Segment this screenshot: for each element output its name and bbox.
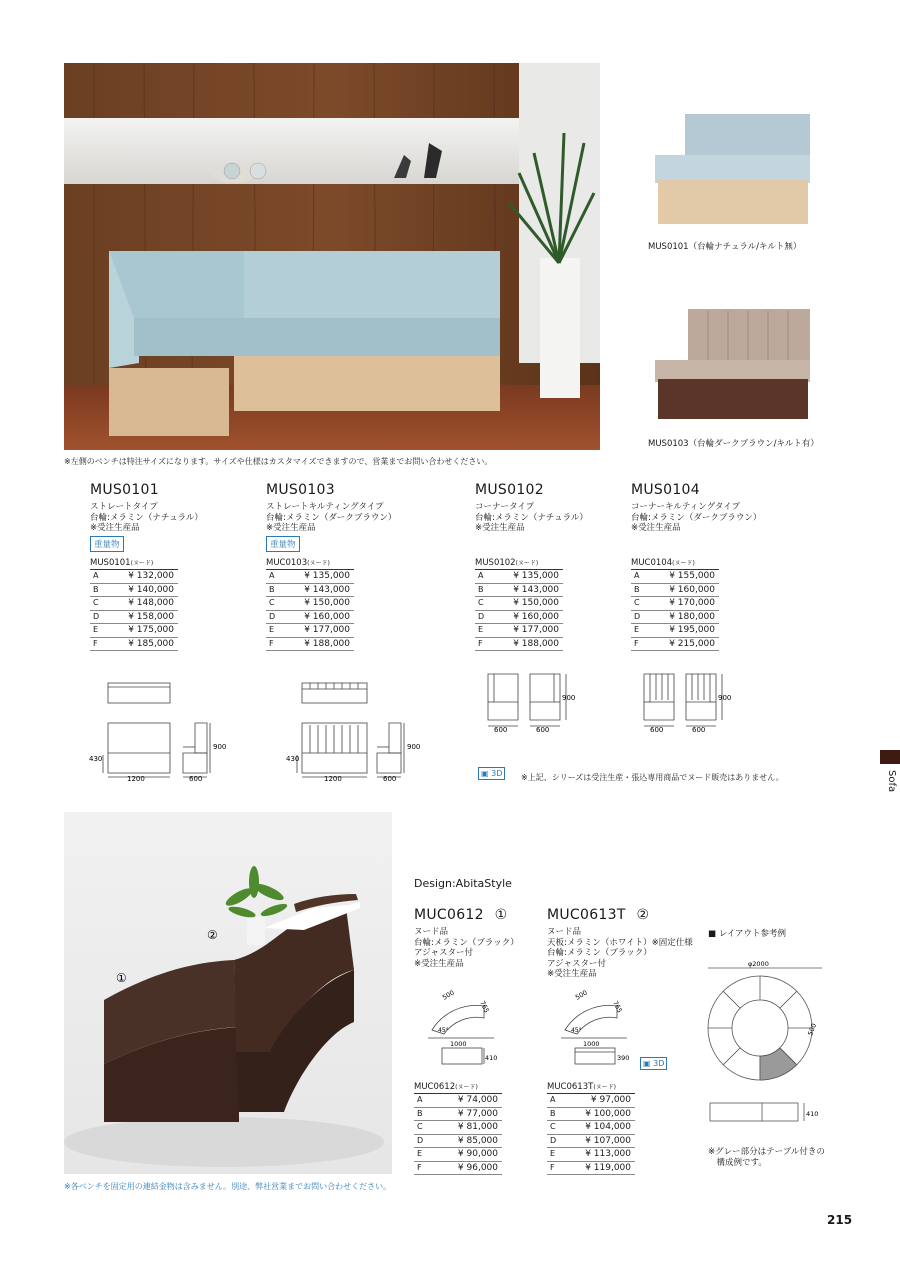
price-table [475,558,563,651]
bench-desc-line: アジャスター付 [414,948,473,958]
bench-code-text: MUC0612 [414,907,484,923]
price-row: D ¥ 85,000 [414,1135,502,1149]
dim-label: 900 [407,743,421,751]
dim-label: 900 [562,694,576,702]
layout-note-line: ※グレー部分はテーブル付きの [708,1147,825,1157]
bench-code-text: MUC0613T [547,907,626,923]
drawing-mus0104 [636,670,746,740]
bench-desc-line: アジャスター付 [547,958,606,969]
dim-label: 900 [718,694,732,702]
price-row: F ¥ 188,000 [266,638,354,652]
bench-desc [414,927,519,969]
bench-photo-illustration [64,812,392,1174]
hero-photo-illustration [64,63,600,450]
hero-photo [64,63,600,450]
price-row: C ¥ 104,000 [547,1121,635,1135]
price-table [266,558,354,651]
price-row: E ¥ 177,000 [266,624,354,638]
design-label: Design:AbitaStyle [414,877,512,890]
dim-label: 600 [494,726,508,734]
price-row: C ¥ 150,000 [266,597,354,611]
side-photo-mus0103-illustration [650,305,815,425]
price-table-head: MUS0102(ヌード) [475,558,563,570]
layout-example-title: ■ レイアウト参考例 [708,929,787,939]
dim-label: 600 [383,775,397,783]
price-table [90,558,178,651]
bottom-note: ※各ベンチを固定用の連結金物は含みません。別途、弊社営業までお問い合わせください。 [64,1182,392,1191]
page-number: 215 [827,1213,853,1227]
dim-label: 600 [189,775,203,783]
layout-note-line: 構成例です。 [708,1157,767,1168]
price-row: E ¥ 177,000 [475,624,563,638]
price-table-head: MUC0103(ヌード) [266,558,354,570]
product-desc [631,502,761,534]
bench-desc-line: 天板:メラミン（ホワイト）※固定仕様 [547,937,693,948]
dim-label: 45° [438,1027,449,1034]
price-row: B ¥ 160,000 [631,584,719,598]
price-row: F ¥ 185,000 [90,638,178,652]
side-tab-label: Sofa [886,770,897,793]
product-desc [266,502,396,534]
dim-label: 410 [806,1110,819,1118]
product-code: MUS0103 [266,482,335,498]
side-caption-mus0103: MUS0103（台輪ダークブラウン/キルト有） [648,439,819,449]
bench-code [547,907,649,923]
icon-3d-label: 3D [491,769,503,778]
price-row: E ¥ 90,000 [414,1148,502,1162]
price-row: B ¥ 143,000 [266,584,354,598]
price-table-head: MUC0104(ヌード) [631,558,719,570]
price-row: C ¥ 148,000 [90,597,178,611]
bench-desc-line: ヌード品 [547,927,582,937]
price-row: B ¥ 100,000 [547,1108,635,1122]
drawing-mus0101 [85,675,245,785]
layout-example-note [708,1147,825,1168]
drawing-mus0103 [286,675,446,785]
price-row: E ¥ 195,000 [631,624,719,638]
price-row: C ¥ 81,000 [414,1121,502,1135]
bench-desc-line: 台輪:メラミン（ブラック） [414,937,519,948]
bench-number: ① [494,907,508,923]
dim-label: 765 [478,999,491,1015]
price-table-head: MUS0101(ヌード) [90,558,178,570]
product-desc [475,502,588,534]
dim-label: 500 [441,988,456,1002]
price-row: A ¥ 97,000 [547,1094,635,1108]
bench-label-1: ① [116,971,127,985]
price-row: F ¥ 96,000 [414,1162,502,1176]
dim-label: 1200 [324,775,342,783]
product-desc-line: ※受注生産品 [631,523,681,533]
price-row: F ¥ 119,000 [547,1162,635,1176]
price-table-head: MUC0613T(ヌード) [547,1082,635,1094]
product-desc [90,502,203,534]
dim-label: 390 [617,1054,630,1062]
mid-note: ※上記、シリーズは受注生産・張込専用商品でヌード販売はありません。 [521,773,784,782]
price-row: A ¥ 135,000 [266,570,354,584]
price-table [547,1082,635,1175]
price-row: D ¥ 160,000 [266,611,354,625]
product-code: MUS0101 [90,482,159,498]
price-table [631,558,719,651]
drawing-muc0612 [414,988,514,1070]
bench-desc-line: 台輪:メラミン（ブラック） [547,948,652,958]
dim-label: 430 [286,755,300,763]
price-row: D ¥ 160,000 [475,611,563,625]
dim-label: 45° [571,1027,582,1034]
bench-desc-line: ヌード品 [414,927,449,937]
product-desc-line: ※受注生産品 [90,523,140,533]
product-desc-line: 台輪:メラミン（ナチュラル） [90,512,203,523]
price-row: A ¥ 135,000 [475,570,563,584]
price-row: C ¥ 150,000 [475,597,563,611]
dim-label: 1200 [127,775,145,783]
icon-3d-label: 3D [653,1059,665,1068]
dim-label: 410 [485,1054,498,1062]
bench-number: ② [636,907,650,923]
product-desc-line: ※受注生産品 [266,523,316,533]
dim-label: 600 [692,726,706,734]
price-row: D ¥ 107,000 [547,1135,635,1149]
price-table [414,1082,502,1175]
bench-desc [547,927,693,980]
side-photo-mus0101 [650,110,815,230]
dim-label: 500 [806,1022,819,1037]
heavy-badge: 重量物 [90,536,124,552]
price-row: D ¥ 180,000 [631,611,719,625]
heavy-badge: 重量物 [266,536,300,552]
price-row: A ¥ 132,000 [90,570,178,584]
product-desc-line: ストレートキルティングタイプ [266,502,384,512]
layout-ring-diagram [700,958,830,1123]
product-desc-line: 台輪:メラミン（ダークブラウン） [266,512,397,523]
top-note: ※左側のベンチは特注サイズになります。サイズや仕様はカスタマイズできますので、営業までお問い合わせください。 [64,457,493,466]
dim-label: 765 [611,999,624,1015]
price-row: F ¥ 215,000 [631,638,719,652]
price-row: B ¥ 140,000 [90,584,178,598]
price-row: C ¥ 170,000 [631,597,719,611]
product-desc-line: 台輪:メラミン（ダークブラウン） [631,512,762,523]
drawing-muc0613t [547,988,647,1070]
dim-label: 430 [89,755,103,763]
dim-label: 500 [574,988,589,1002]
side-caption-mus0101: MUS0101（台輪ナチュラル/キルト無） [648,242,802,252]
dim-label: φ2000 [748,960,769,968]
product-code: MUS0104 [631,482,700,498]
product-desc-line: コーナーキルティングタイプ [631,502,740,512]
price-table-head: MUC0612(ヌード) [414,1082,502,1094]
product-desc-line: ※受注生産品 [475,523,525,533]
cube-3d-icon[interactable]: ▣ 3D [478,767,505,780]
price-row: B ¥ 143,000 [475,584,563,598]
price-row: E ¥ 113,000 [547,1148,635,1162]
price-row: A ¥ 74,000 [414,1094,502,1108]
side-photo-mus0103 [650,305,815,425]
product-code: MUS0102 [475,482,544,498]
dim-label: 900 [213,743,227,751]
price-row: B ¥ 77,000 [414,1108,502,1122]
dim-label: 600 [650,726,664,734]
bench-code [414,907,507,923]
dim-label: 600 [536,726,550,734]
product-desc-line: コーナータイプ [475,502,535,512]
dim-label: 1000 [583,1040,600,1048]
bench-desc-line: ※受注生産品 [547,969,597,979]
side-tab-marker [880,750,900,764]
price-row: D ¥ 158,000 [90,611,178,625]
price-row: F ¥ 188,000 [475,638,563,652]
cube-3d-icon[interactable]: ▣ 3D [640,1057,667,1070]
product-desc-line: ストレートタイプ [90,502,158,512]
bench-desc-line: ※受注生産品 [414,958,464,969]
dim-label: 1000 [450,1040,467,1048]
product-desc-line: 台輪:メラミン（ナチュラル） [475,512,588,523]
drawing-mus0102 [480,670,590,740]
bench-label-2: ② [207,928,218,942]
price-row: A ¥ 155,000 [631,570,719,584]
bench-photo [64,812,392,1174]
price-row: E ¥ 175,000 [90,624,178,638]
side-photo-mus0101-illustration [650,110,815,230]
